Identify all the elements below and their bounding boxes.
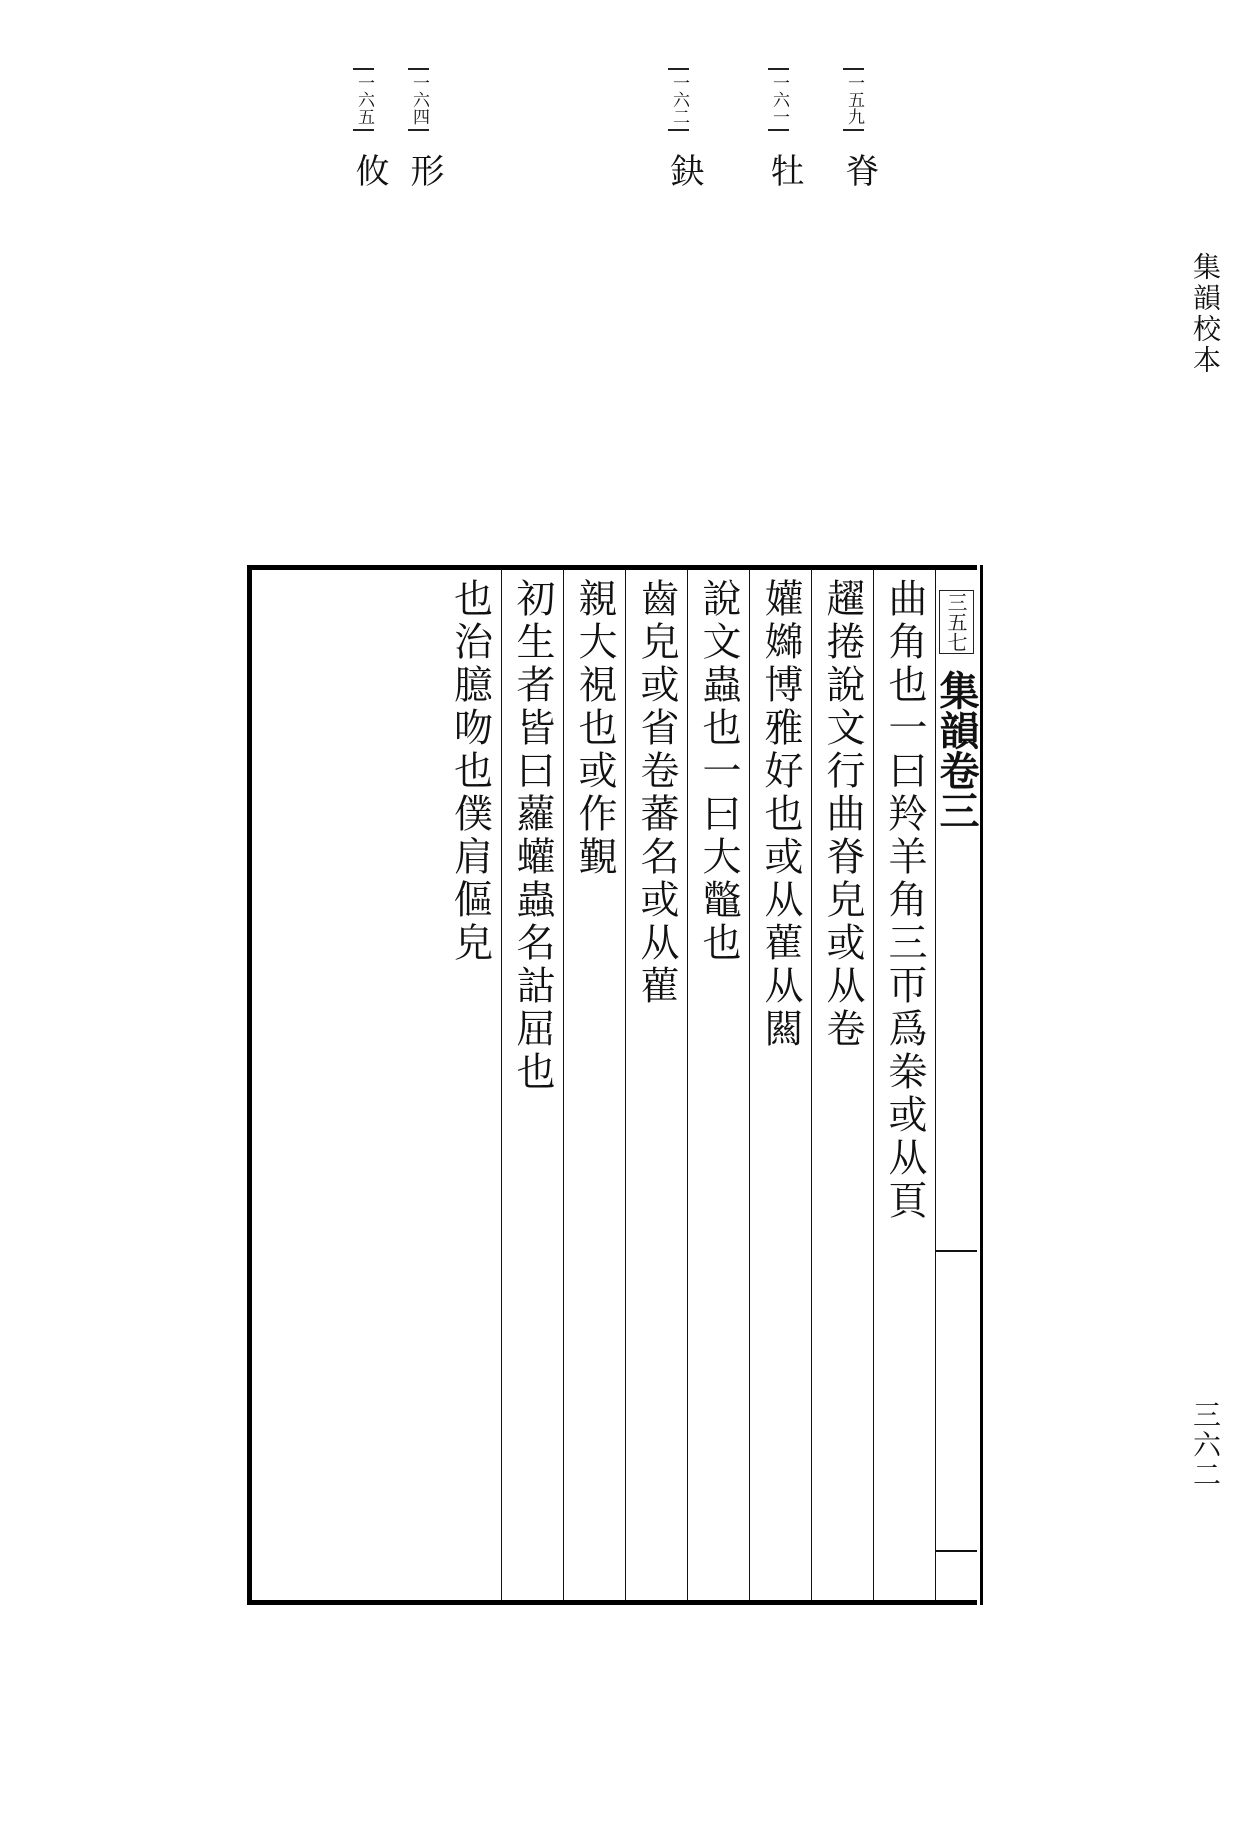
column-text: 趯捲說文行曲脊皃或从卷 — [820, 578, 865, 1051]
note-number: 一六五 — [353, 68, 374, 131]
text-column — [625, 570, 687, 1600]
running-title: 集韻校本 — [1189, 252, 1222, 376]
woodblock-page — [247, 565, 980, 1605]
text-column — [501, 570, 563, 1600]
note-character: 攸 — [349, 153, 389, 187]
note-number: 一六一 — [768, 68, 789, 131]
text-column — [687, 570, 749, 1600]
block-fish-number: 三五七 — [939, 590, 974, 654]
text-column — [439, 570, 501, 1600]
collation-note — [660, 68, 704, 228]
text-column — [873, 570, 935, 1600]
column-text: 齒皃或省卷蕃名或从雚 — [634, 578, 679, 1008]
column-text: 說文蟲也一曰大鼈也 — [696, 578, 741, 965]
block-center-title: 集韻卷三 — [933, 670, 980, 830]
note-character: 脊 — [839, 153, 879, 187]
column-text: 也治臆吻也僕肩傴皃 — [447, 578, 493, 965]
note-character: 牡 — [764, 153, 804, 187]
note-number: 一六二 — [668, 68, 689, 131]
column-text: 初生者皆曰蘿蠸蟲名詁屈也 — [510, 578, 555, 1094]
text-column — [563, 570, 625, 1600]
page-number: 三六二 — [1189, 1400, 1222, 1490]
note-character: 鈌 — [664, 153, 704, 187]
collation-note — [345, 68, 389, 228]
column-text: 親大視也或作覲 — [572, 578, 617, 879]
divider — [936, 1250, 977, 1252]
text-column — [811, 570, 873, 1600]
note-number: 一六四 — [408, 68, 429, 131]
note-character: 形 — [404, 153, 444, 187]
text-column — [749, 570, 811, 1600]
collation-note — [835, 68, 879, 228]
collation-note — [400, 68, 444, 228]
collation-note — [760, 68, 804, 228]
note-number: 一五九 — [843, 68, 864, 131]
column-text: 孉嬵博雅好也或从雚从闗 — [758, 578, 803, 1051]
divider — [936, 1550, 977, 1552]
column-text: 曲角也一曰羚羊角三帀爲桊或从頁 — [882, 578, 927, 1223]
block-center-strip — [933, 570, 980, 1600]
